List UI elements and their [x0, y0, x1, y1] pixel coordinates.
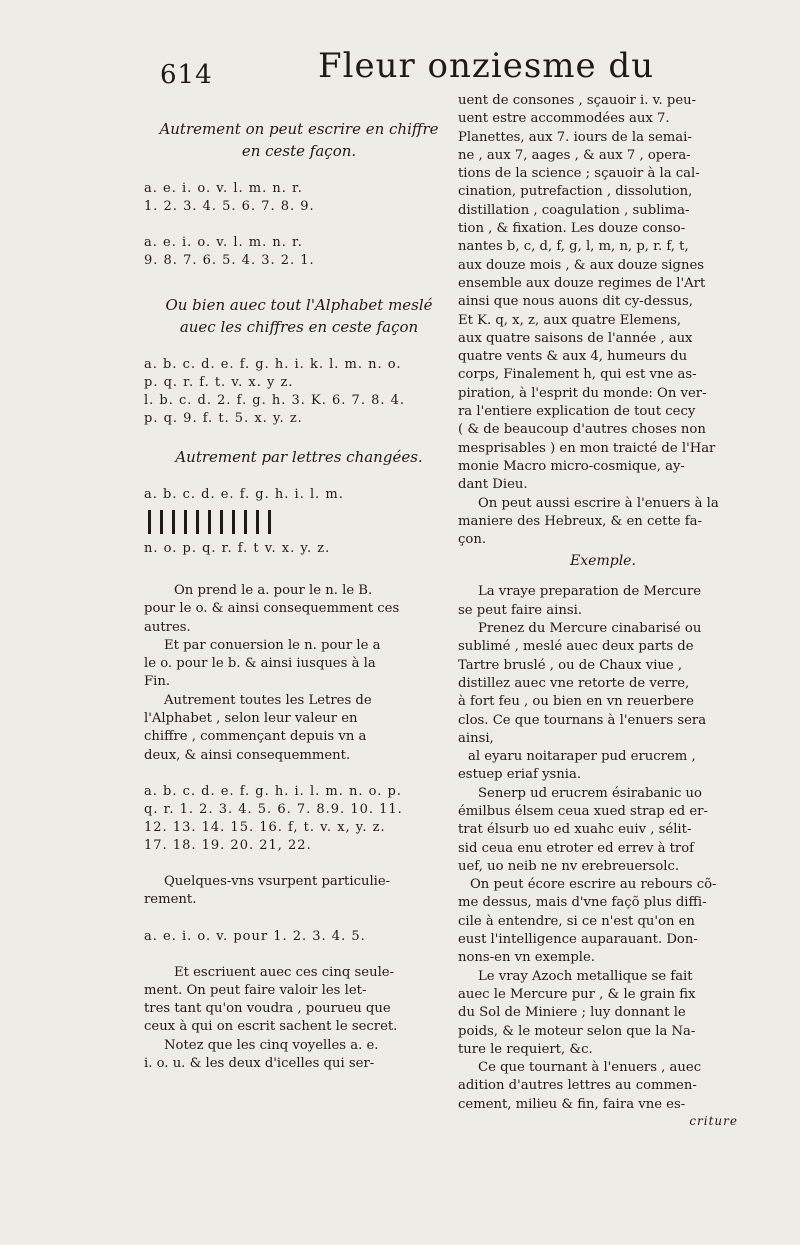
text-line: se peut faire ainsi. — [458, 602, 583, 618]
text-line: mesprisables ) en mon traicté de l'Har — [458, 440, 716, 456]
text-line: me dessus, mais d'vne façõ plus diffi- — [458, 895, 707, 911]
text-line: Planettes, aux 7. iours de la semai- — [458, 129, 692, 145]
text-line: Et escriuent auec ces cinq seule- — [174, 964, 395, 980]
text-line: maniere des Hebreux, & en cette fa- — [458, 513, 702, 529]
text-line: Quelques-vns vsurpent particulie- — [164, 873, 391, 889]
cipher-row: a. e. i. o. v. l. m. n. r. — [144, 235, 303, 250]
cipher-stroke — [172, 510, 175, 534]
text-line: aux quatre saisons de l'année , aux — [458, 330, 693, 346]
text-line: corps, Finalement h, qui est vne as- — [458, 367, 697, 383]
cipher-stroke — [148, 510, 151, 534]
text-line: le o. pour le b. & ainsi iusques à la — [144, 656, 376, 672]
text-line: distillation , coagulation , sublima- — [458, 202, 690, 218]
cipher-heading-line: Autrement par lettres changées. — [175, 448, 423, 466]
text-line: deux, & ainsi consequemment. — [144, 747, 351, 763]
cipher-row: l. b. c. d. 2. f. g. h. 3. K. 6. 7. 8. 4. — [144, 393, 406, 408]
left-column — [144, 92, 454, 1073]
text-line: chiffre , commençant depuis vn a — [144, 729, 367, 745]
cipher-stroke — [232, 510, 235, 534]
text-line: On prend le a. pour le n. le B. — [174, 583, 373, 598]
text-line: Autrement toutes les Letres de — [164, 692, 372, 708]
text-line: clos. Ce que tournans à l'enuers sera — [458, 712, 707, 728]
cipher-stroke — [268, 510, 271, 534]
text-line: Notez que les cinq voyelles a. e. — [164, 1037, 379, 1053]
cipher-row: 17. 18. 19. 20. 21, 22. — [144, 837, 312, 853]
text-line: uent estre accommodées aux 7. — [458, 111, 670, 127]
cipher-heading-line: auec les chiffres en ceste façon — [179, 318, 419, 336]
page-header — [0, 46, 800, 96]
cipher-stroke — [244, 510, 247, 534]
text-line: rement. — [144, 892, 197, 908]
text-line: i. o. u. & les deux d'icelles qui ser- — [144, 1056, 375, 1072]
cipher-row: q. r. 1. 2. 3. 4. 5. 6. 7. 8.9. 10. 11. — [144, 801, 403, 817]
text-line: ment. On peut faire valoir les let- — [144, 982, 367, 998]
cipher-stroke — [184, 510, 187, 534]
text-line: nantes b, c, d, f, g, l, m, n, p, r. f, t, — [458, 239, 689, 255]
text-line: monie Macro micro-cosmique, ay- — [458, 458, 685, 474]
cipher-row: a. e. i. o. v. pour 1. 2. 3. 4. 5. — [144, 928, 366, 944]
text-line: Senerp ud erucrem ésirabanic uo — [478, 785, 702, 801]
text-line: adition d'autres lettres au commen- — [458, 1078, 697, 1094]
text-line: Ce que tournant à l'enuers , auec — [478, 1060, 702, 1076]
text-line: cile à entendre, si ce n'est qu'on en — [458, 913, 695, 929]
text-line: dant Dieu. — [458, 477, 528, 493]
text-line: Le vray Azoch metallique se fait — [478, 968, 693, 984]
cipher-heading-line: en ceste façon. — [241, 142, 357, 160]
text-line: piration, à l'esprit du monde: On ver- — [458, 385, 707, 401]
text-line: cement, milieu & fin, faira vne es- — [458, 1096, 686, 1112]
catchword: criture — [689, 1114, 738, 1129]
text-line: estuep eriaf ysnia. — [458, 767, 582, 783]
cipher-heading-line: Ou bien auec tout l'Alphabet meslé — [165, 296, 433, 314]
text-line: On peut écore escrire au rebours cõ- — [470, 877, 717, 893]
cipher-row: p. q. 9. f. t. 5. x. y. z. — [144, 411, 303, 426]
cipher-row: 12. 13. 14. 15. 16. f, t. v. x, y. z. — [144, 819, 386, 835]
text-line: ra l'entiere explication de tout cecy — [458, 404, 696, 420]
text-line: ceux à qui on escrit sachent le secret. — [144, 1019, 398, 1035]
cipher-row: 9. 8. 7. 6. 5. 4. 3. 2. 1. — [144, 253, 315, 268]
cipher-row: a. b. c. d. e. f. g. h. i. k. l. m. n. o. — [144, 357, 402, 372]
text-line: Et K. q, x, z, aux quatre Elemens, — [458, 312, 682, 328]
cipher-stroke — [160, 510, 163, 534]
right-column — [458, 92, 748, 1128]
text-line: trat élsurb uo ed xuahc euiv , sélit- — [458, 822, 692, 838]
cipher-stroke — [196, 510, 199, 534]
text-line: poids, & le moteur selon que la Na- — [458, 1023, 696, 1039]
text-line: tion , & fixation. Les douze conso- — [458, 221, 686, 237]
text-line: Tartre bruslé , ou de Chaux viue , — [458, 657, 683, 673]
text-line: On peut aussi escrire à l'enuers à la — [478, 495, 719, 511]
text-line: nons-en vn exemple. — [458, 950, 595, 966]
text-line: Fin. — [144, 674, 171, 690]
running-title: Fleur onziesme du — [318, 46, 655, 86]
cipher-row: p. q. r. f. t. v. x. y z. — [144, 375, 294, 390]
text-line: çon. — [458, 532, 487, 548]
text-line: sublimé , meslé auec deux parts de — [458, 639, 694, 655]
text-line: pour le o. & ainsi consequemment ces — [144, 601, 400, 617]
cipher-row: 1. 2. 3. 4. 5. 6. 7. 8. 9. — [144, 199, 315, 214]
text-line: uef, uo neib ne nv erebreuersolc. — [458, 858, 680, 874]
text-line: cination, putrefaction , dissolution, — [458, 184, 693, 200]
text-line: ainsi que nous auons dit cy-dessus, — [458, 294, 693, 310]
text-line: ensemble aux douze regimes de l'Art — [458, 275, 706, 291]
text-line: uent de consones , sçauoir i. v. peu- — [458, 93, 697, 108]
text-line: distillez auec vne retorte de verre, — [458, 675, 690, 691]
cipher-stroke — [220, 510, 223, 534]
text-line: ture le requiert, &c. — [458, 1041, 593, 1057]
text-line: ( & de beaucoup d'autres choses non — [458, 422, 706, 438]
cipher-stroke — [256, 510, 259, 534]
cipher-heading-line: Autrement on peut escrire en chiffre — [159, 120, 439, 138]
cipher-stroke — [208, 510, 211, 534]
text-line: al eyaru noitaraper pud erucrem , — [468, 749, 696, 765]
cipher-strokes — [144, 504, 454, 540]
cipher-row: a. b. c. d. e. f. g. h. i. l. m. — [144, 487, 344, 502]
text-line: autres. — [144, 619, 191, 635]
example-label: Exemple. — [570, 553, 636, 570]
text-line: La vraye preparation de Mercure — [478, 584, 702, 600]
text-line: Prenez du Mercure cinabarisé ou — [478, 621, 702, 637]
text-line: ne , aux 7, aages , & aux 7 , opera- — [458, 147, 691, 163]
text-line: Et par conuersion le n. pour le a — [164, 637, 381, 653]
text-line: tres tant qu'on voudra , pourueu que — [144, 1001, 391, 1017]
text-line: auec le Mercure pur , & le grain fix — [458, 986, 696, 1002]
cipher-row: n. o. p. q. r. f. t v. x. y. z. — [144, 541, 331, 556]
text-line: l'Alphabet , selon leur valeur en — [144, 711, 358, 727]
page-number: 614 — [160, 60, 213, 90]
text-line: quatre vents & aux 4, humeurs du — [458, 349, 688, 365]
text-line: aux douze mois , & aux douze signes — [458, 257, 705, 273]
text-line: à fort feu , ou bien en vn reuerbere — [458, 694, 694, 710]
text-line: du Sol de Miniere ; luy donnant le — [458, 1005, 686, 1021]
cipher-row: a. e. i. o. v. l. m. n. r. — [144, 181, 303, 196]
text-line: tions de la science ; sçauoir à la cal- — [458, 166, 700, 182]
text-line: sid ceua enu etroter ed errev à trof — [458, 840, 695, 856]
text-line: émilbus élsem ceua xued strap ed er- — [458, 803, 708, 819]
text-line: ainsi, — [458, 730, 494, 746]
cipher-row: a. b. c. d. e. f. g. h. i. l. m. n. o. p. — [144, 783, 402, 799]
text-line: eust l'intelligence auparauant. Don- — [458, 932, 698, 948]
